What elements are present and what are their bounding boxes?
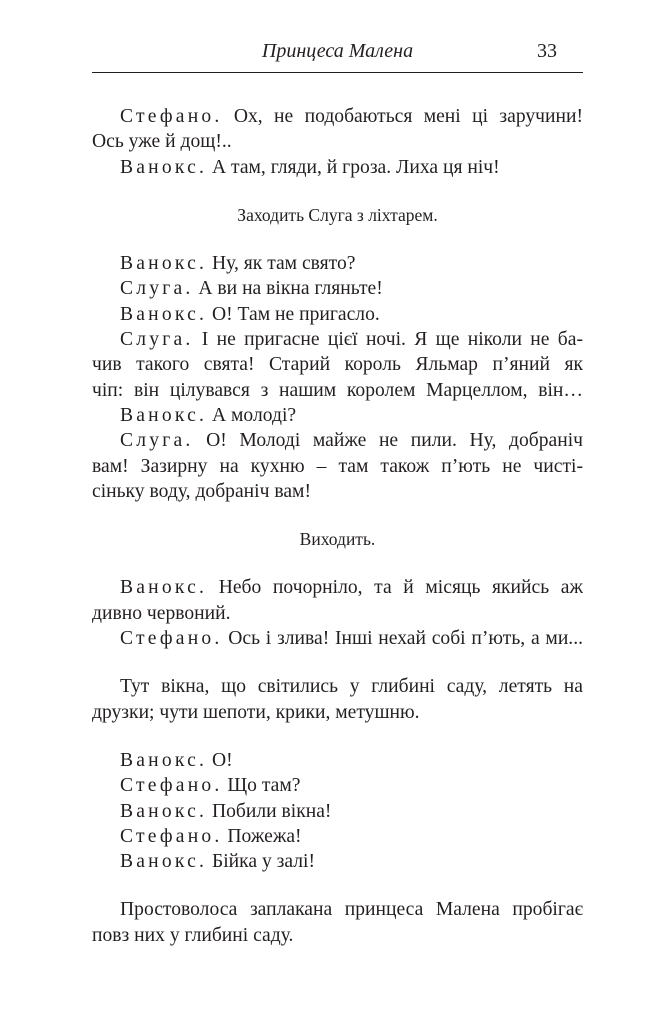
text-line: [92, 251, 583, 276]
dialogue-line: [92, 849, 583, 874]
speaker-name: Слуга.: [120, 329, 194, 351]
page-number: 33: [537, 40, 557, 62]
dialogue-line: [92, 276, 583, 301]
line-text: Ось і злива! Інші нехай собі п’ють, а ми...: [222, 628, 583, 650]
text-line: [92, 327, 583, 352]
page-body: [92, 104, 583, 948]
line-text: повз них у глибині саду.: [92, 924, 294, 946]
speaker-name: Ванокс.: [120, 253, 208, 275]
text-line: [92, 674, 583, 699]
speaker-name: Ванокс.: [120, 800, 208, 822]
text-line: [92, 302, 583, 327]
speaker-name: Стефано.: [120, 775, 223, 797]
text-line: [92, 700, 583, 725]
line-text: Ось уже й дощ!..: [92, 131, 232, 153]
line-text: сіньку воду, добраніч вам!: [92, 480, 311, 502]
stage-direction: [92, 527, 583, 552]
line-text: Небо почорніло, та й місяць якийсь аж: [207, 577, 583, 599]
line-text: Що там?: [222, 775, 301, 797]
speaker-name: Ванокс.: [120, 303, 208, 325]
text-block: [92, 575, 583, 651]
dialogue-line: [92, 327, 583, 403]
paragraph: [92, 527, 583, 552]
speaker-name: Ванокс.: [120, 851, 208, 873]
dialogue-line: [92, 773, 583, 798]
line-text: вам! Зазирну на кухню – там також п’ють не чисті-: [92, 455, 583, 477]
text-line: [92, 203, 583, 228]
line-text: А там, гляди, й гроза. Лиха ця ніч!: [207, 156, 500, 178]
dialogue-line: [92, 799, 583, 824]
line-text: Простоволоса заплакана принцеса Малена пробігає: [120, 899, 583, 921]
dialogue-line: [92, 748, 583, 773]
text-block: [92, 748, 583, 874]
text-line: [92, 527, 583, 552]
speaker-name: Слуга.: [120, 430, 194, 452]
line-text: О! Молоді майже не пили. Ну, добраніч: [193, 430, 583, 452]
speaker-name: Стефано.: [120, 628, 223, 650]
line-text: О!: [207, 749, 233, 771]
line-text: дивно червоний.: [92, 602, 231, 624]
line-text: Виходить.: [299, 529, 376, 550]
dialogue-line: [92, 626, 583, 651]
text-line: [92, 799, 583, 824]
paragraph: [92, 203, 583, 228]
dialogue-line: [92, 302, 583, 327]
dialogue-line: [92, 403, 583, 428]
dialogue-line: [92, 824, 583, 849]
text-line: [92, 276, 583, 301]
text-line: [92, 454, 583, 479]
text-line: [92, 155, 583, 180]
speaker-name: Ванокс.: [120, 577, 208, 599]
line-text: чив такого свята! Старий король Яльмар п’яний як: [92, 354, 583, 376]
text-line: [92, 479, 583, 504]
text-line: [92, 378, 583, 403]
speaker-name: Ванокс.: [120, 749, 208, 771]
dialogue-line: [92, 575, 583, 626]
text-line: [92, 575, 583, 600]
text-block: [92, 897, 583, 948]
dialogue-line: [92, 155, 583, 180]
text-line: [92, 129, 583, 154]
line-text: Ох, не подобаються мені ці заручини!: [222, 106, 583, 127]
text-line: [92, 428, 583, 453]
speaker-name: Ванокс.: [120, 156, 208, 178]
line-text: І не пригасне цієї ночі. Я ще ніколи не ба-: [193, 329, 583, 351]
paragraph: [92, 674, 583, 725]
text-line: [92, 748, 583, 773]
line-text: Заходить Слуга з ліхтарем.: [237, 204, 438, 225]
dialogue-line: [92, 104, 583, 155]
text-line: [92, 773, 583, 798]
paragraph: [92, 897, 583, 948]
text-line: [92, 849, 583, 874]
speaker-name: Стефано.: [120, 825, 223, 847]
text-line: [92, 104, 583, 129]
line-text: Побили вікна!: [207, 800, 332, 822]
running-title: Принцеса Малена: [261, 40, 414, 62]
line-text: чіп: він цілувався з нашим королем Марцеллом, він…: [92, 379, 583, 401]
line-text: А ви на вікна гляньте!: [193, 278, 383, 300]
speaker-name: Ванокс.: [120, 404, 208, 426]
text-line: [92, 403, 583, 428]
line-text: Тут вікна, що світились у глибині саду, летять на: [120, 676, 583, 698]
stage-direction: [92, 203, 583, 228]
speaker-name: Слуга.: [120, 278, 194, 300]
line-text: А молоді?: [207, 404, 297, 426]
text-block: [92, 251, 583, 504]
line-text: Бійка у залі!: [207, 851, 316, 873]
text-block: [92, 674, 583, 725]
text-line: [92, 626, 583, 651]
line-text: Пожежа!: [222, 825, 302, 847]
line-text: друзки; чути шепоти, крики, метушню.: [92, 701, 420, 723]
running-header: [92, 36, 583, 73]
line-text: О! Там не пригасло.: [207, 303, 380, 325]
text-block: [92, 104, 583, 180]
text-line: [92, 601, 583, 626]
text-line: [92, 923, 583, 948]
line-text: Ну, як там свято?: [207, 253, 356, 275]
text-line: [92, 824, 583, 849]
text-line: [92, 897, 583, 922]
dialogue-line: [92, 428, 583, 504]
text-line: [92, 352, 583, 377]
dialogue-line: [92, 251, 583, 276]
speaker-name: Стефано.: [120, 106, 223, 127]
